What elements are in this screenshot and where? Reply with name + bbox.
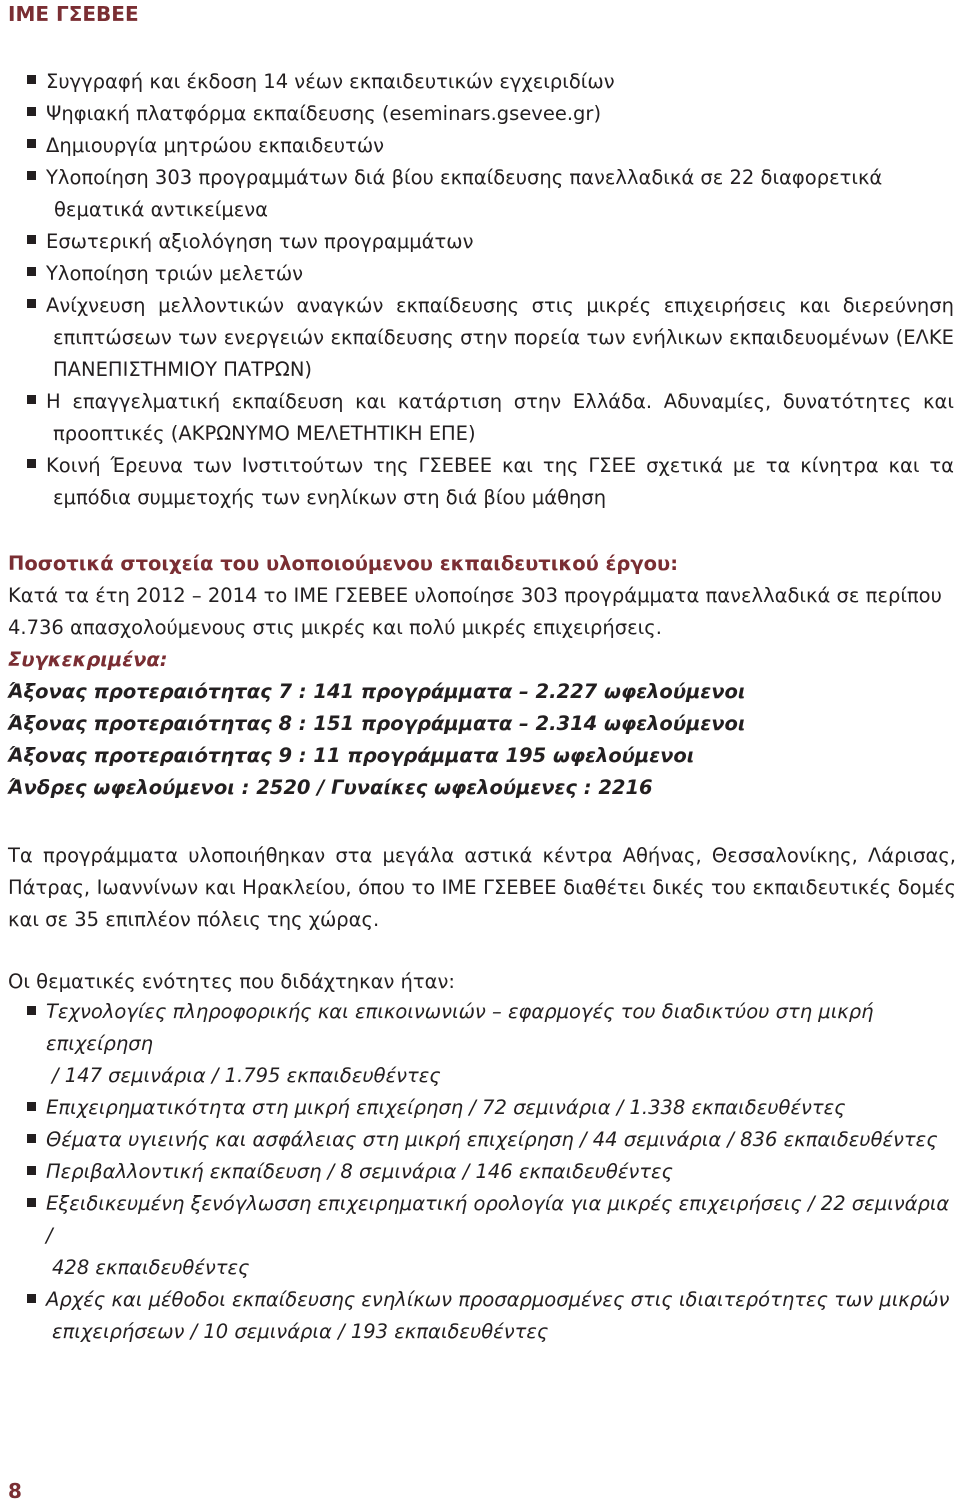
stats-section bbox=[8, 548, 956, 804]
stats-heading: Ποσοτικά στοιχεία του υλοποιούμενου εκπαιδευτικού έργου: bbox=[8, 552, 679, 575]
themes-list bbox=[0, 996, 960, 1348]
locations-paragraph-block bbox=[8, 840, 956, 936]
list-item: Τεχνολογίες πληροφορικής και επικοινωνιών – εφαρμογές του διαδικτύου στη μικρή επιχείρηση / 147 σεμινάρια / 1.795 εκπαιδευθέντες bbox=[0, 996, 960, 1092]
stats-intro: Κατά τα έτη 2012 – 2014 το ΙΜΕ ΓΣΕΒΕΕ υλοποίησε 303 προγράμματα πανελλαδικά σε περίπου 4.736 απασχολούμενους στις μικρές και πολύ μικρές επιχειρήσεις. bbox=[8, 584, 942, 639]
list-item: Κοινή Έρευνα των Ινστιτούτων της ΓΣΕΒΕΕ και της ΓΣΕΕ σχετικά με τα κίνητρα και τα εμπόδια συμμετοχής των ενηλίκων στη διά βίου μάθηση bbox=[0, 450, 960, 514]
list-item: Εξειδικευμένη ξενόγλωσση επιχειρηματική ορολογία για μικρές επιχειρήσεις / 22 σεμινάρια / 428 εκπαιδευθέντες bbox=[0, 1188, 960, 1284]
locations-paragraph: Τα προγράμματα υλοποιήθηκαν στα μεγάλα αστικά κέντρα Αθήνας, Θεσσαλονίκης, Λάρισας, Πάτρας, Ιωαννίνων και Ηρακλείου, όπου το ΙΜΕ ΓΣΕΒΕΕ διαθέτει δικές του εκπαιδευτικές δομές και σε 35 επιπλέον πόλεις της χώρας. bbox=[8, 844, 956, 931]
page-number: 8 bbox=[8, 1479, 22, 1503]
activities-list bbox=[0, 66, 960, 514]
list-item: Ανίχνευση μελλοντικών αναγκών εκπαίδευσης στις μικρές επιχειρήσεις και διερεύνηση επιπτώσεων των ενεργειών εκπαίδευσης στην πορεία των ενήλικων εκπαιδευομένων (ΕΛΚΕ ΠΑΝΕΠΙΣΤΗΜΙΟΥ ΠΑΤΡΩΝ) bbox=[0, 290, 960, 386]
list-item: Συγγραφή και έκδοση 14 νέων εκπαιδευτικών εγχειριδίων bbox=[0, 66, 960, 98]
list-item: Υλοποίηση 303 προγραμμάτων διά βίου εκπαίδευσης πανελλαδικά σε 22 διαφορετικά θεματικά αντικείμενα bbox=[0, 162, 960, 226]
header-title: ΙΜΕ ΓΣΕΒΕΕ bbox=[8, 2, 139, 26]
list-item: Περιβαλλοντική εκπαίδευση / 8 σεμινάρια / 146 εκπαιδευθέντες bbox=[0, 1156, 960, 1188]
list-item: Δημιουργία μητρώου εκπαιδευτών bbox=[0, 130, 960, 162]
themes-intro: Οι θεματικές ενότητες που διδάχτηκαν ήταν: bbox=[8, 970, 455, 993]
list-item: Αρχές και μέθοδοι εκπαίδευσης ενηλίκων προσαρμοσμένες στις ιδιαιτερότητες των μικρών επιχειρήσεων / 10 σεμινάρια / 193 εκπαιδευθέντες bbox=[0, 1284, 960, 1348]
stats-specifically: Συγκεκριμένα: bbox=[8, 648, 168, 671]
list-item: Επιχειρηματικότητα στη μικρή επιχείρηση / 72 σεμινάρια / 1.338 εκπαιδευθέντες bbox=[0, 1092, 960, 1124]
list-item: Υλοποίηση τριών μελετών bbox=[0, 258, 960, 290]
stats-line: Άξονας προτεραιότητας 8 : 151 προγράμματα – 2.314 ωφελούμενοι bbox=[8, 712, 746, 735]
themes-intro-block bbox=[8, 966, 956, 998]
list-item: Η επαγγελματική εκπαίδευση και κατάρτιση στην Ελλάδα. Αδυναμίες, δυνατότητες και προοπτικές (ΑΚΡΩΝΥΜΟ ΜΕΛΕΤΗΤΙΚΗ ΕΠΕ) bbox=[0, 386, 960, 450]
list-item: Θέματα υγιεινής και ασφάλειας στη μικρή επιχείρηση / 44 σεμινάρια / 836 εκπαιδευθέντες bbox=[0, 1124, 960, 1156]
list-item: Ψηφιακή πλατφόρμα εκπαίδευσης (eseminars.gsevee.gr) bbox=[0, 98, 960, 130]
stats-line: Άξονας προτεραιότητας 9 : 11 προγράμματα 195 ωφελούμενοι bbox=[8, 744, 695, 767]
list-item: Εσωτερική αξιολόγηση των προγραμμάτων bbox=[0, 226, 960, 258]
stats-line: Άξονας προτεραιότητας 7 : 141 προγράμματα – 2.227 ωφελούμενοι bbox=[8, 680, 746, 703]
stats-line: Άνδρες ωφελούμενοι : 2520 / Γυναίκες ωφελούμενες : 2216 bbox=[8, 776, 653, 799]
